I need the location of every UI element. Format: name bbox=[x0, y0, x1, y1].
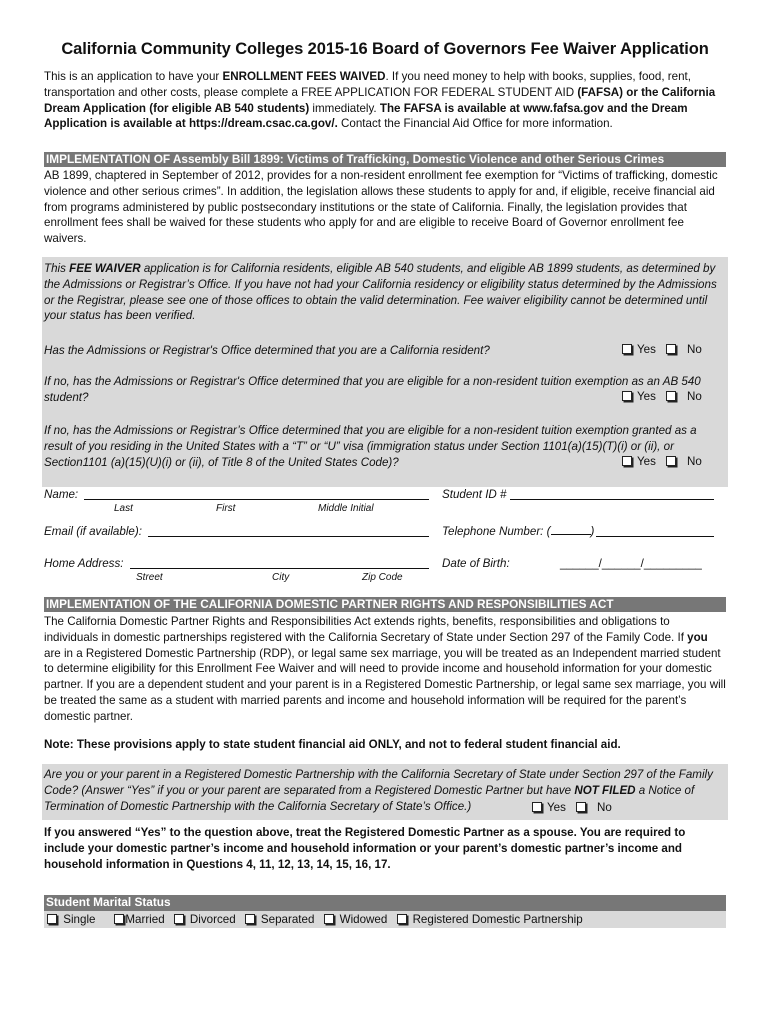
rdp-label: Registered Domestic Partnership bbox=[412, 913, 583, 926]
home-address-label: Home Address: bbox=[44, 557, 124, 570]
if-yes-instructions: If you answered “Yes” to the question above, treat the Registered Domestic Partner as a spouse. You are required to include your domestic partner’s income and household information or your parent’s domestic partner’s income and household information in Questions 4, 11, 12, 13, 14, 15, 16, 17. bbox=[44, 826, 686, 871]
last-name-caption: Last bbox=[114, 503, 133, 514]
page-title: California Community Colleges 2015-16 Board of Governors Fee Waiver Application bbox=[61, 40, 709, 58]
visa-no-checkbox[interactable] bbox=[666, 456, 676, 466]
resident-question: Has the Admissions or Registrar's Office determined that you are a California resident? bbox=[44, 344, 490, 357]
widowed-checkbox[interactable] bbox=[324, 914, 334, 924]
ab540-question: If no, has the Admissions or Registrar's Office determined that you are eligible for a non-resident tuition exemption as an AB 540 student? bbox=[44, 375, 701, 404]
telephone-label: Telephone Number: ( ) bbox=[442, 525, 595, 538]
student-id-label: Student ID # bbox=[442, 488, 507, 501]
separated-checkbox[interactable] bbox=[245, 914, 255, 924]
ab1899-section-heading: IMPLEMENTATION OF Assembly Bill 1899: Victims of Trafficking, Domestic Violence and other Serious Crimes bbox=[44, 152, 726, 167]
partnership-question: Are you or your parent in a Registered Domestic Partnership with the California Secretary of State under Section 297 of the Family Code? (Answer “Yes” if you or your parent are separated from a Registered Domestic Partner but have NOT FILED a Notice of Termination of Domestic Partnership with the California Secretary of State’s Office.) bbox=[44, 768, 713, 813]
ab540-no-checkbox[interactable] bbox=[666, 391, 676, 401]
telephone-field[interactable] bbox=[596, 536, 714, 537]
home-address-field[interactable] bbox=[130, 568, 429, 569]
marital-status-heading: Student Marital Status bbox=[44, 895, 726, 911]
email-field[interactable] bbox=[148, 536, 429, 537]
partnership-no-checkbox[interactable] bbox=[576, 802, 586, 812]
dob-field[interactable]: ______/______/_________ bbox=[560, 557, 702, 570]
marital-status-options bbox=[44, 911, 726, 928]
domestic-partner-body: The California Domestic Partner Rights and Responsibilities Act extends rights, benefits, responsibilities and obligations to individuals in domestic partnerships registered with the California Secretary of State under Section 297 of the Family Code. If you are in a Registered Domestic Partnership (RDP), or legal same sex marriage, you will be treated as an Independent married student to determine eligibility for this Enrollment Fee Waiver and will need to provide income and household information for your domestic partner. If you are a dependent student and your parent is in a Registered Domestic Partnership, or legal same sex marriage, you will be treated the same as a student with married parents and income and household information will be required for the parent’s domestic partner. bbox=[44, 615, 726, 723]
name-field[interactable] bbox=[84, 499, 429, 500]
rdp-checkbox[interactable] bbox=[397, 914, 407, 924]
zip-caption: Zip Code bbox=[362, 572, 403, 583]
divorced-label: Divorced bbox=[189, 913, 236, 926]
visa-yes-no: Yes No bbox=[622, 455, 702, 468]
resident-yes-no: Yes No bbox=[622, 343, 702, 356]
email-label: Email (if available): bbox=[44, 525, 142, 538]
city-caption: City bbox=[272, 572, 290, 583]
married-label: Married bbox=[125, 913, 165, 926]
middle-initial-caption: Middle Initial bbox=[318, 503, 374, 514]
partnership-yes-checkbox[interactable] bbox=[532, 802, 542, 812]
intro-paragraph: This is an application to have your ENROLLMENT FEES WAIVED. If you need money to help with books, supplies, food, rent, transportation and other costs, please complete a FREE APPLICATION FOR FEDERAL STUDENT AID (FAFSA) or the California Dream Application (for eligible AB 540 students) immediately. The FAFSA is available at www.fafsa.gov and the Dream Application is available at https://dream.csac.ca.gov/. Contact the Financial Aid Office for more information. bbox=[44, 70, 716, 131]
street-caption: Street bbox=[136, 572, 163, 583]
name-label: Name: bbox=[44, 488, 79, 501]
separated-label: Separated bbox=[260, 913, 315, 926]
domestic-partner-section-heading: IMPLEMENTATION OF THE CALIFORNIA DOMESTIC PARTNER RIGHTS AND RESPONSIBILITIES ACT bbox=[44, 597, 726, 612]
federal-aid-note: Note: These provisions apply to state student financial aid ONLY, and not to federal student financial aid. bbox=[44, 738, 621, 751]
area-code-field[interactable] bbox=[551, 534, 591, 535]
partnership-yes-no: Yes No bbox=[532, 801, 612, 814]
visa-yes-checkbox[interactable] bbox=[622, 456, 632, 466]
widowed-label: Widowed bbox=[339, 913, 388, 926]
resident-yes-checkbox[interactable] bbox=[622, 344, 632, 354]
divorced-checkbox[interactable] bbox=[174, 914, 184, 924]
married-checkbox[interactable] bbox=[114, 914, 124, 924]
visa-question: If no, has the Admissions or Registrar’s Office determined that you are eligible for a non-resident tuition exemption granted as a result of you residing in the United States with a “T” or “U” visa (immigration status under Section 1101(a)(15)(T)(i) or (ii), or Section1101 (a)(15)(U)(i) or (ii), of Title 8 of the United States Code)? bbox=[44, 424, 697, 469]
single-checkbox[interactable] bbox=[47, 914, 57, 924]
first-name-caption: First bbox=[216, 503, 236, 514]
resident-no-checkbox[interactable] bbox=[666, 344, 676, 354]
ab540-yes-no: Yes No bbox=[622, 390, 702, 403]
dob-label: Date of Birth: bbox=[442, 557, 510, 570]
ab540-yes-checkbox[interactable] bbox=[622, 391, 632, 401]
fee-waiver-paragraph: This FEE WAIVER application is for California residents, eligible AB 540 students, and eligible AB 1899 students, as determined by the Admissions or Registrar’s Office. If you have not had your California residency or eligibility status determined by the Admissions or the Registrar, please see one of those offices to obtain the valid determination. Fee waiver eligibility cannot be determined until your status has been verified. bbox=[44, 262, 717, 323]
student-id-field[interactable] bbox=[510, 499, 714, 500]
single-label: Single bbox=[63, 913, 96, 926]
ab1899-body: AB 1899, chaptered in September of 2012, provides for a non-resident enrollment fee exemption for “Victims of trafficking, domestic violence and other serious crimes”. In addition, the legislation allows these students to apply for and, if eligible, receive financial aid from programs administered by public postsecondary institutions or the state of California. Finally, the legislation provides that enrollment fees shall be waived for these students who apply for and are eligible to receive Board of Governor enrollment fee waivers. bbox=[44, 169, 718, 246]
